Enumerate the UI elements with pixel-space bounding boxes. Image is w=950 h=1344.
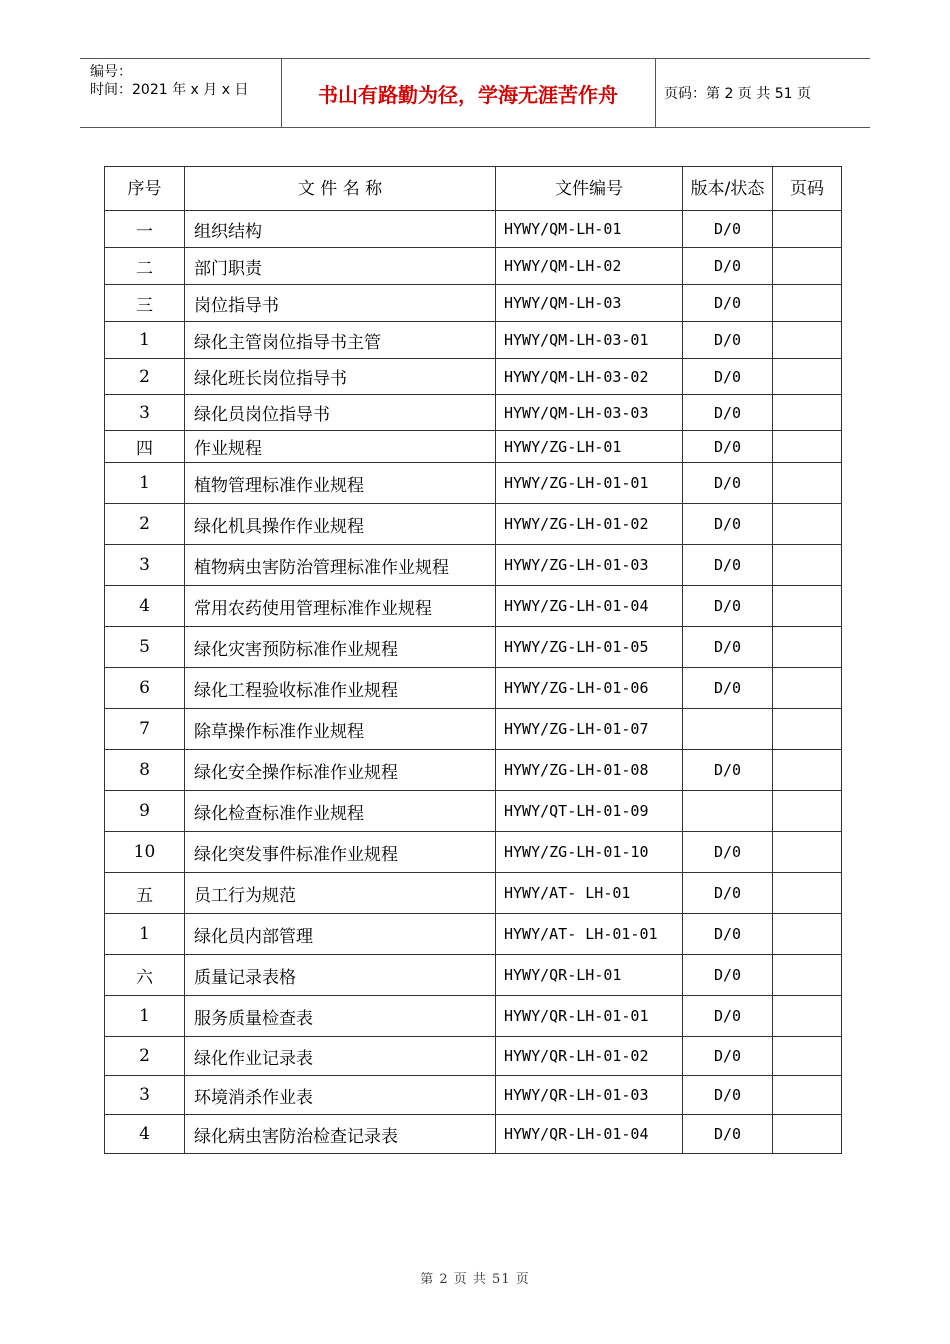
cell-page bbox=[773, 211, 842, 248]
cell-version: D/0 bbox=[683, 996, 773, 1037]
cell-page bbox=[773, 545, 842, 586]
cell-page bbox=[773, 791, 842, 832]
cell-name: 服务质量检查表 bbox=[185, 996, 496, 1037]
cell-page bbox=[773, 873, 842, 914]
cell-code: HYWY/QR-LH-01-02 bbox=[496, 1037, 683, 1076]
cell-name: 常用农药使用管理标准作业规程 bbox=[185, 586, 496, 627]
cell-code: HYWY/ZG-LH-01-03 bbox=[496, 545, 683, 586]
cell-seq: 1 bbox=[105, 914, 185, 955]
cell-version: D/0 bbox=[683, 285, 773, 322]
cell-page bbox=[773, 709, 842, 750]
cell-name: 绿化检查标准作业规程 bbox=[185, 791, 496, 832]
doc-number-label: 编号： bbox=[90, 64, 132, 80]
cell-seq: 6 bbox=[105, 668, 185, 709]
cell-code: HYWY/ZG-LH-01-02 bbox=[496, 504, 683, 545]
header-divider bbox=[655, 59, 656, 127]
cell-version: D/0 bbox=[683, 914, 773, 955]
cell-code: HYWY/ZG-LH-01-04 bbox=[496, 586, 683, 627]
table-row bbox=[105, 832, 842, 873]
cell-name: 绿化班长岗位指导书 bbox=[185, 359, 496, 395]
cell-version: D/0 bbox=[683, 1076, 773, 1115]
table-row bbox=[105, 914, 842, 955]
cell-version bbox=[683, 791, 773, 832]
table-row bbox=[105, 545, 842, 586]
cell-version: D/0 bbox=[683, 395, 773, 431]
cell-page bbox=[773, 586, 842, 627]
cell-name: 作业规程 bbox=[185, 431, 496, 463]
column-header-page: 页码 bbox=[773, 167, 842, 211]
cell-name: 绿化工程验收标准作业规程 bbox=[185, 668, 496, 709]
cell-seq: 一 bbox=[105, 211, 185, 248]
cell-version: D/0 bbox=[683, 545, 773, 586]
cell-code: HYWY/ZG-LH-01-05 bbox=[496, 627, 683, 668]
cell-code: HYWY/ZG-LH-01-10 bbox=[496, 832, 683, 873]
cell-page bbox=[773, 627, 842, 668]
cell-seq: 2 bbox=[105, 1037, 185, 1076]
cell-name: 绿化灾害预防标准作业规程 bbox=[185, 627, 496, 668]
cell-version: D/0 bbox=[683, 359, 773, 395]
cell-code: HYWY/QR-LH-01-01 bbox=[496, 996, 683, 1037]
table-row bbox=[105, 996, 842, 1037]
table-row bbox=[105, 627, 842, 668]
cell-name: 组织结构 bbox=[185, 211, 496, 248]
cell-seq: 1 bbox=[105, 996, 185, 1037]
table-row bbox=[105, 431, 842, 463]
cell-code: HYWY/ZG-LH-01-08 bbox=[496, 750, 683, 791]
cell-version: D/0 bbox=[683, 211, 773, 248]
header-meta bbox=[90, 63, 248, 99]
table-row bbox=[105, 285, 842, 322]
cell-page bbox=[773, 322, 842, 359]
cell-code: HYWY/QM-LH-03 bbox=[496, 285, 683, 322]
cell-version: D/0 bbox=[683, 431, 773, 463]
cell-version: D/0 bbox=[683, 322, 773, 359]
cell-name: 绿化病虫害防治检查记录表 bbox=[185, 1115, 496, 1154]
table-row bbox=[105, 322, 842, 359]
cell-page bbox=[773, 750, 842, 791]
cell-code: HYWY/QR-LH-01 bbox=[496, 955, 683, 996]
cell-page bbox=[773, 285, 842, 322]
cell-code: HYWY/ZG-LH-01 bbox=[496, 431, 683, 463]
cell-page bbox=[773, 668, 842, 709]
table-row bbox=[105, 1037, 842, 1076]
cell-version: D/0 bbox=[683, 586, 773, 627]
table-row bbox=[105, 586, 842, 627]
table-row bbox=[105, 709, 842, 750]
cell-page bbox=[773, 395, 842, 431]
cell-version: D/0 bbox=[683, 873, 773, 914]
cell-seq: 3 bbox=[105, 395, 185, 431]
cell-name: 环境消杀作业表 bbox=[185, 1076, 496, 1115]
cell-seq: 9 bbox=[105, 791, 185, 832]
cell-version: D/0 bbox=[683, 504, 773, 545]
cell-version: D/0 bbox=[683, 248, 773, 285]
cell-name: 绿化作业记录表 bbox=[185, 1037, 496, 1076]
cell-name: 植物病虫害防治管理标准作业规程 bbox=[185, 545, 496, 586]
cell-seq: 四 bbox=[105, 431, 185, 463]
cell-seq: 3 bbox=[105, 1076, 185, 1115]
cell-version: D/0 bbox=[683, 463, 773, 504]
cell-name: 员工行为规范 bbox=[185, 873, 496, 914]
cell-code: HYWY/ZG-LH-01-01 bbox=[496, 463, 683, 504]
cell-seq: 4 bbox=[105, 586, 185, 627]
cell-code: HYWY/QR-LH-01-03 bbox=[496, 1076, 683, 1115]
table-row bbox=[105, 791, 842, 832]
table-row bbox=[105, 504, 842, 545]
cell-name: 绿化突发事件标准作业规程 bbox=[185, 832, 496, 873]
cell-page bbox=[773, 504, 842, 545]
cell-page bbox=[773, 359, 842, 395]
cell-version: D/0 bbox=[683, 750, 773, 791]
cell-seq: 三 bbox=[105, 285, 185, 322]
column-header-version: 版本/状态 bbox=[683, 167, 773, 211]
cell-page bbox=[773, 955, 842, 996]
cell-page bbox=[773, 1076, 842, 1115]
cell-page bbox=[773, 914, 842, 955]
cell-code: HYWY/AT- LH-01-01 bbox=[496, 914, 683, 955]
table-row bbox=[105, 750, 842, 791]
table-header-row bbox=[105, 167, 842, 211]
cell-code: HYWY/ZG-LH-01-07 bbox=[496, 709, 683, 750]
cell-name: 绿化员岗位指导书 bbox=[185, 395, 496, 431]
cell-name: 部门职责 bbox=[185, 248, 496, 285]
cell-version: D/0 bbox=[683, 832, 773, 873]
cell-seq: 3 bbox=[105, 545, 185, 586]
header-motto: 书山有路勤为径，学海无涯苦作舟 bbox=[318, 82, 618, 107]
cell-name: 绿化员内部管理 bbox=[185, 914, 496, 955]
table-row bbox=[105, 1076, 842, 1115]
cell-seq: 2 bbox=[105, 504, 185, 545]
table-row bbox=[105, 248, 842, 285]
document-index-table bbox=[104, 166, 842, 1154]
doc-time-label: 时间：2021 年 x 月 x 日 bbox=[90, 82, 249, 98]
cell-version: D/0 bbox=[683, 1037, 773, 1076]
cell-seq: 4 bbox=[105, 1115, 185, 1154]
table-row bbox=[105, 1115, 842, 1154]
cell-seq: 10 bbox=[105, 832, 185, 873]
column-header-code: 文件编号 bbox=[496, 167, 683, 211]
cell-page bbox=[773, 1115, 842, 1154]
cell-code: HYWY/QT-LH-01-09 bbox=[496, 791, 683, 832]
cell-name: 植物管理标准作业规程 bbox=[185, 463, 496, 504]
cell-code: HYWY/AT- LH-01 bbox=[496, 873, 683, 914]
cell-name: 质量记录表格 bbox=[185, 955, 496, 996]
table-row bbox=[105, 463, 842, 504]
table-row bbox=[105, 359, 842, 395]
cell-version: D/0 bbox=[683, 627, 773, 668]
cell-code: HYWY/QM-LH-01 bbox=[496, 211, 683, 248]
cell-version: D/0 bbox=[683, 668, 773, 709]
cell-code: HYWY/QM-LH-03-02 bbox=[496, 359, 683, 395]
page-header bbox=[80, 58, 870, 128]
cell-page bbox=[773, 1037, 842, 1076]
cell-seq: 二 bbox=[105, 248, 185, 285]
cell-seq: 1 bbox=[105, 463, 185, 504]
cell-page bbox=[773, 832, 842, 873]
header-page-info: 页码：第 2 页 共 51 页 bbox=[664, 86, 811, 102]
cell-code: HYWY/QM-LH-02 bbox=[496, 248, 683, 285]
table-body bbox=[105, 211, 842, 1154]
cell-page bbox=[773, 248, 842, 285]
column-header-name: 文 件 名 称 bbox=[185, 167, 496, 211]
cell-name: 绿化主管岗位指导书主管 bbox=[185, 322, 496, 359]
table-row bbox=[105, 955, 842, 996]
page-footer: 第 2 页 共 51 页 bbox=[420, 1272, 530, 1287]
cell-version bbox=[683, 709, 773, 750]
table-row bbox=[105, 873, 842, 914]
cell-name: 除草操作标准作业规程 bbox=[185, 709, 496, 750]
cell-page bbox=[773, 431, 842, 463]
cell-page bbox=[773, 996, 842, 1037]
cell-name: 绿化机具操作作业规程 bbox=[185, 504, 496, 545]
cell-version: D/0 bbox=[683, 1115, 773, 1154]
cell-code: HYWY/QM-LH-03-03 bbox=[496, 395, 683, 431]
cell-seq: 8 bbox=[105, 750, 185, 791]
table-row bbox=[105, 211, 842, 248]
cell-seq: 1 bbox=[105, 322, 185, 359]
cell-version: D/0 bbox=[683, 955, 773, 996]
cell-seq: 5 bbox=[105, 627, 185, 668]
cell-code: HYWY/QR-LH-01-04 bbox=[496, 1115, 683, 1154]
cell-seq: 六 bbox=[105, 955, 185, 996]
cell-page bbox=[773, 463, 842, 504]
table-row bbox=[105, 668, 842, 709]
table-row bbox=[105, 395, 842, 431]
column-header-seq: 序号 bbox=[105, 167, 185, 211]
cell-seq: 2 bbox=[105, 359, 185, 395]
cell-seq: 7 bbox=[105, 709, 185, 750]
cell-name: 绿化安全操作标准作业规程 bbox=[185, 750, 496, 791]
cell-seq: 五 bbox=[105, 873, 185, 914]
cell-code: HYWY/QM-LH-03-01 bbox=[496, 322, 683, 359]
cell-code: HYWY/ZG-LH-01-06 bbox=[496, 668, 683, 709]
cell-name: 岗位指导书 bbox=[185, 285, 496, 322]
